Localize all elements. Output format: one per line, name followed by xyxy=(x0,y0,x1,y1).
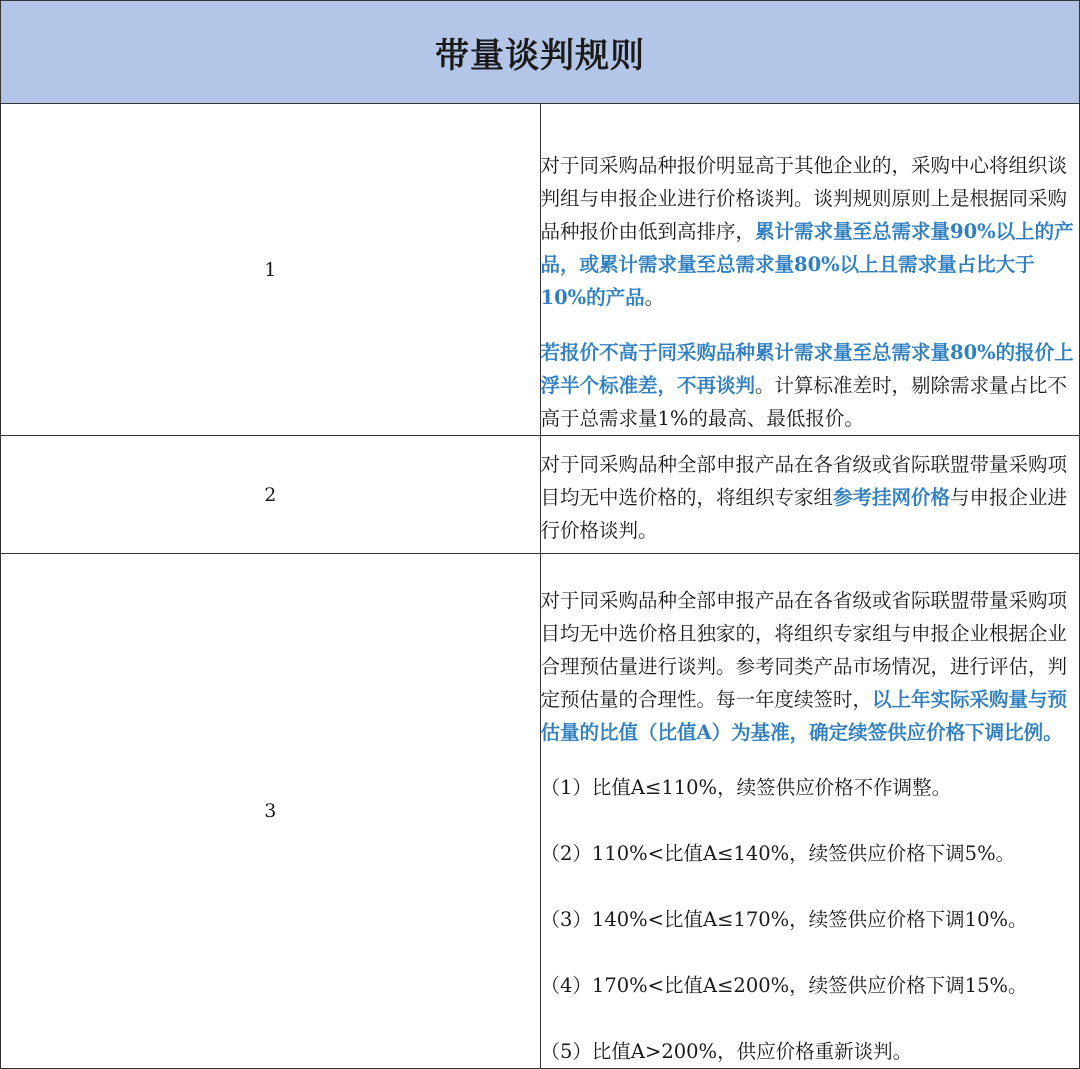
table-row xyxy=(1,436,1080,554)
rule-paragraph xyxy=(541,584,1080,749)
list-item: （4）170%<比值A≤200%，续签供应价格下调15%。 xyxy=(540,974,1028,997)
rule-highlight: 若报价不高于同采购品种累计需求量至总需求量80%的报价上浮半个标准差，不再谈判 xyxy=(540,341,1074,397)
rule-highlight: 参考挂网价格 xyxy=(833,486,951,509)
row-content xyxy=(540,436,1080,554)
rule-highlight: 累计需求量至总需求量90%以上的产品，或累计需求量至总需求量80%以上且需求量占比大于10%的产品 xyxy=(540,220,1074,309)
rule-paragraph xyxy=(541,448,1080,547)
row-number: 2 xyxy=(1,436,541,554)
list-item: （3）140%<比值A≤170%，续签供应价格下调10%。 xyxy=(540,908,1028,931)
rule-text: 对于同采购品种全部申报产品在各省级或省际联盟带量采购项目均无中选价格且独家的，将组织专家组与申报企业根据企业合理预估量进行谈判。参考同类产品市场情况，进行评估，判定预估量的合理性。每一年度续签时， xyxy=(540,589,1068,711)
rule-text: 对于同采购品种报价明显高于其他企业的，采购中心将组织谈判组与申报企业进行价格谈判。谈判规则原则上是根据同采购品种报价由低到高排序， xyxy=(540,154,1068,243)
rule-text: 。计算标准差时，剔除需求量占比不高于总需求量1%的最高、最低报价。 xyxy=(540,374,1068,430)
table-header-row xyxy=(1,1,1080,104)
list-item: （2）110%<比值A≤140%，续签供应价格下调5%。 xyxy=(540,842,1016,865)
row-number: 3 xyxy=(1,554,541,1069)
rule-highlight: 以上年实际采购量与预估量的比值（比值A）为基准，确定续签供应价格下调比例。 xyxy=(540,688,1068,744)
row-content xyxy=(540,104,1080,436)
rule-paragraph xyxy=(541,149,1080,314)
table-row xyxy=(1,104,1080,436)
list-item: （1）比值A≤110%，续签供应价格不作调整。 xyxy=(540,776,952,799)
rule-text: 与申报企业进行价格谈判。 xyxy=(540,486,1068,542)
rule-text: 。 xyxy=(644,286,665,309)
table-row xyxy=(1,554,1080,1069)
table-title: 带量谈判规则 xyxy=(1,1,1080,104)
row-content xyxy=(540,554,1080,1069)
row-number: 1 xyxy=(1,104,541,436)
rule-paragraph xyxy=(541,336,1080,435)
list-item: （5）比值A>200%，供应价格重新谈判。 xyxy=(540,1040,913,1063)
rule-text: 对于同采购品种全部申报产品在各省级或省际联盟带量采购项目均无中选价格的，将组织专家组 xyxy=(540,453,1068,509)
